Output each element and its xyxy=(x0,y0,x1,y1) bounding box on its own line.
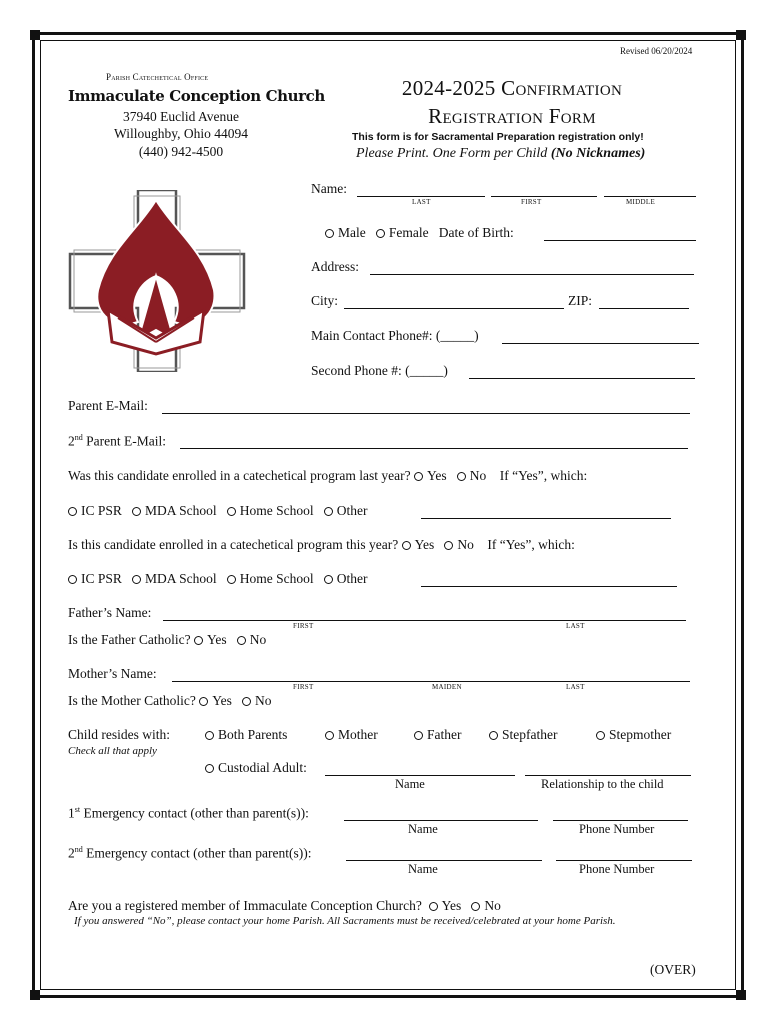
revised-date: Revised 06/20/2024 xyxy=(620,46,693,56)
custodial-name-field[interactable] xyxy=(325,775,515,776)
city-field[interactable] xyxy=(344,308,564,309)
second-phone-field[interactable] xyxy=(469,378,695,379)
custodial-relationship-caption: Relationship to the child xyxy=(541,777,664,791)
emergency1-name-field[interactable] xyxy=(344,820,538,821)
form-title-line2: Registration Form xyxy=(428,104,596,128)
home-school-radio[interactable] xyxy=(227,575,236,584)
emergency2-phone-field[interactable] xyxy=(556,860,692,861)
program-this-other-field[interactable] xyxy=(421,586,677,587)
emergency2-label: 2nd Emergency contact (other than parent(s)): xyxy=(68,845,312,861)
resides-stepfather: Stepfather xyxy=(489,727,557,743)
church-city: Willoughby, Ohio 44094 xyxy=(114,126,248,141)
office-label: Parish Catechetical Office xyxy=(106,72,209,82)
program-this-row: Is this candidate enrolled in a catechetical program this year? Yes No If “Yes”, which: xyxy=(68,537,575,552)
middle-caption: MIDDLE xyxy=(626,198,656,206)
resides-both: Both Parents xyxy=(205,727,287,743)
resides-stepmother: Stepmother xyxy=(596,727,671,743)
mother-checkbox[interactable] xyxy=(325,731,334,740)
program-last-row: Was this candidate enrolled in a catechetical program last year? Yes No If “Yes”, which: xyxy=(68,468,588,483)
main-phone-label: Main Contact Phone#: (_____) xyxy=(311,328,479,343)
mother-catholic-row: Is the Mother Catholic? Yes No xyxy=(68,693,272,708)
church-address: 37940 Euclid Avenue xyxy=(123,109,239,124)
main-phone-field[interactable] xyxy=(502,343,699,344)
sacramental-note: This form is for Sacramental Preparation registration only! xyxy=(352,131,644,143)
parent2-email-field[interactable] xyxy=(180,448,688,449)
last-caption: LAST xyxy=(412,198,431,206)
program-this-yes-radio[interactable] xyxy=(402,541,411,550)
parent-email-field[interactable] xyxy=(162,413,690,414)
both-parents-checkbox[interactable] xyxy=(205,731,214,740)
over-label: (OVER) xyxy=(650,962,696,977)
stepmother-checkbox[interactable] xyxy=(596,731,605,740)
mda-school-radio[interactable] xyxy=(132,507,141,516)
other-radio[interactable] xyxy=(324,507,333,516)
program-last-other-field[interactable] xyxy=(421,518,671,519)
resides-label: Child resides with: xyxy=(68,727,170,742)
member-row: Are you a registered member of Immaculate Conception Church? Yes No xyxy=(68,898,501,913)
emergency2-name-caption: Name xyxy=(408,862,438,876)
resides-father: Father xyxy=(414,727,462,743)
parent-email-label: Parent E-Mail: xyxy=(68,398,148,413)
member-note: If you answered “No”, please contact your home Parish. All Sacraments must be received/celebrated at your home Parish. xyxy=(74,915,616,927)
mother-catholic-no-radio[interactable] xyxy=(242,697,251,706)
parent2-email-label: 2nd Parent E-Mail: xyxy=(68,433,166,449)
zip-field[interactable] xyxy=(599,308,689,309)
program-this-options: IC PSR MDA School Home School Other xyxy=(68,571,368,587)
corner-ornament xyxy=(30,30,40,40)
emergency1-phone-caption: Phone Number xyxy=(579,822,655,836)
address-field[interactable] xyxy=(370,274,694,275)
mda-school-radio[interactable] xyxy=(132,575,141,584)
stepfather-checkbox[interactable] xyxy=(489,731,498,740)
program-last-options: IC PSR MDA School Home School Other xyxy=(68,503,368,519)
second-phone-label: Second Phone #: (_____) xyxy=(311,363,448,378)
first-name-field[interactable] xyxy=(491,196,597,197)
program-last-no-radio[interactable] xyxy=(457,472,466,481)
mother-maiden-caption: MAIDEN xyxy=(432,683,462,691)
emergency1-label: 1st Emergency contact (other than parent(s)): xyxy=(68,805,309,821)
female-radio[interactable] xyxy=(376,229,385,238)
father-catholic-row: Is the Father Catholic? Yes No xyxy=(68,632,267,647)
corner-ornament xyxy=(736,990,746,1000)
check-all-note: Check all that apply xyxy=(68,745,157,757)
ic-psr-radio[interactable] xyxy=(68,507,77,516)
mother-name-label: Mother’s Name: xyxy=(68,666,157,681)
dove-cross-logo xyxy=(68,190,246,372)
emergency1-name-caption: Name xyxy=(408,822,438,836)
name-label: Name: xyxy=(311,181,347,196)
father-last-caption: LAST xyxy=(566,622,585,630)
mother-first-caption: FIRST xyxy=(293,683,314,691)
father-name-label: Father’s Name: xyxy=(68,605,152,620)
member-no-radio[interactable] xyxy=(471,902,480,911)
first-caption: FIRST xyxy=(521,198,542,206)
dob-field[interactable] xyxy=(544,240,696,241)
emergency2-name-field[interactable] xyxy=(346,860,542,861)
program-this-no-radio[interactable] xyxy=(444,541,453,550)
zip-label: ZIP: xyxy=(568,293,593,308)
address-label: Address: xyxy=(311,259,359,274)
resides-mother: Mother xyxy=(325,727,378,743)
member-yes-radio[interactable] xyxy=(429,902,438,911)
father-first-caption: FIRST xyxy=(293,622,314,630)
print-note: Please Print. One Form per Child (No Nicknames) xyxy=(356,146,646,161)
custodial-label: Custodial Adult: xyxy=(205,760,307,776)
father-name-field[interactable] xyxy=(163,620,686,621)
emergency1-phone-field[interactable] xyxy=(553,820,688,821)
form-title-line1: 2024-2025 Confirmation xyxy=(401,76,623,100)
father-catholic-no-radio[interactable] xyxy=(237,636,246,645)
mother-last-caption: LAST xyxy=(566,683,585,691)
program-last-yes-radio[interactable] xyxy=(414,472,423,481)
mother-name-field[interactable] xyxy=(172,681,690,682)
male-radio[interactable] xyxy=(325,229,334,238)
middle-name-field[interactable] xyxy=(604,196,696,197)
church-phone: (440) 942-4500 xyxy=(138,144,224,159)
last-name-field[interactable] xyxy=(357,196,485,197)
gender-row: Male Female Date of Birth: xyxy=(325,225,514,241)
corner-ornament xyxy=(736,30,746,40)
city-label: City: xyxy=(311,293,339,308)
father-checkbox[interactable] xyxy=(414,731,423,740)
emergency2-phone-caption: Phone Number xyxy=(579,862,655,876)
church-name: Immaculate Conception Church xyxy=(68,87,325,105)
ic-psr-radio[interactable] xyxy=(68,575,77,584)
corner-ornament xyxy=(30,990,40,1000)
custodial-checkbox[interactable] xyxy=(205,764,214,773)
mother-catholic-yes-radio[interactable] xyxy=(199,697,208,706)
custodial-relationship-field[interactable] xyxy=(525,775,691,776)
other-radio[interactable] xyxy=(324,575,333,584)
father-catholic-yes-radio[interactable] xyxy=(194,636,203,645)
home-school-radio[interactable] xyxy=(227,507,236,516)
custodial-name-caption: Name xyxy=(395,777,425,791)
